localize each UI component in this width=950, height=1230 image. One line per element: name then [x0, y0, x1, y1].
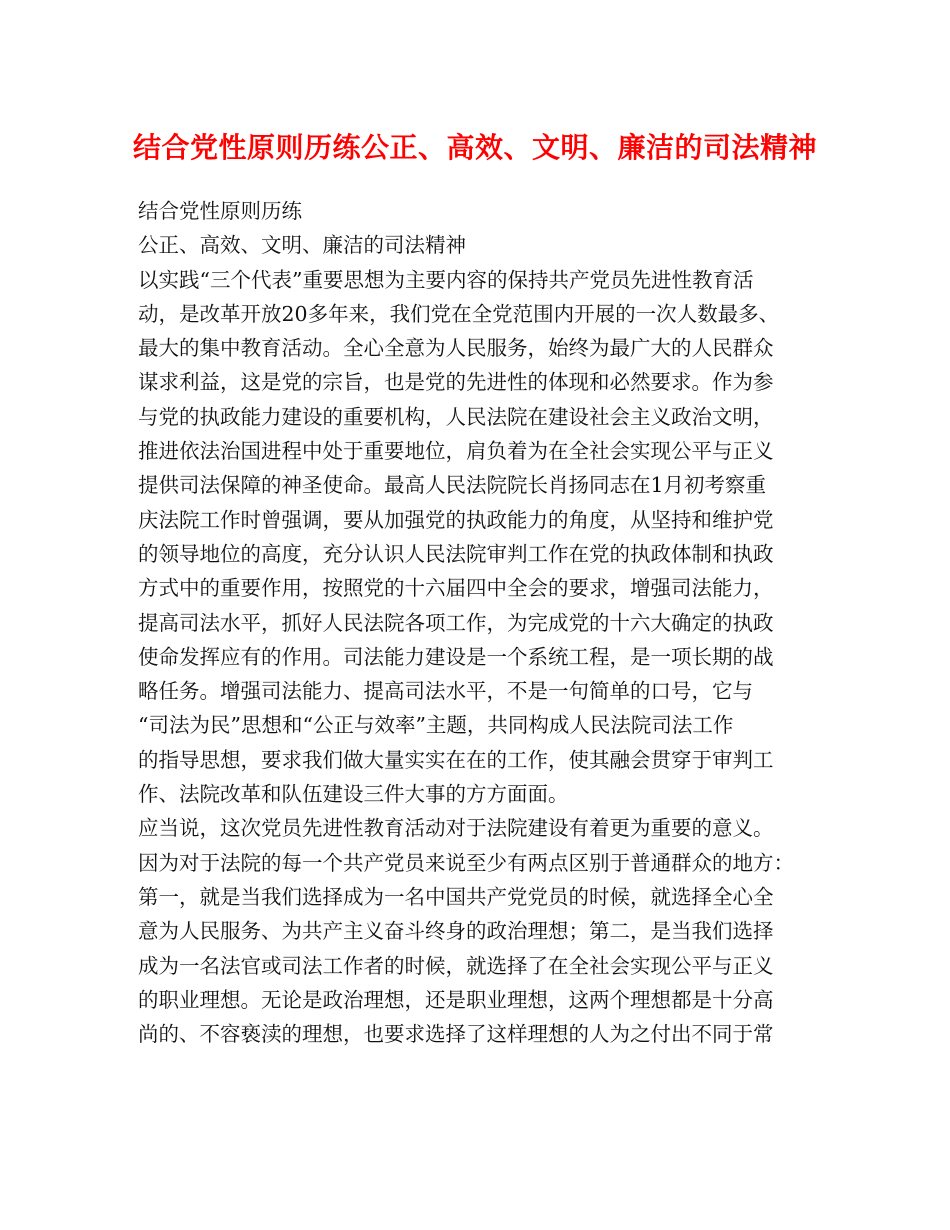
body-line: 的指导思想，要求我们做大量实实在在的工作，使其融会贯穿于审判工: [138, 747, 774, 772]
body-line: 动，是改革开放20多年来，我们党在全党范围内开展的一次人数最多、: [138, 301, 780, 326]
body-line: 略任务。增强司法能力、提高司法水平，不是一句简单的口号，它与: [138, 679, 753, 704]
body-line: 最大的集中教育活动。全心全意为人民服务，始终为最广大的人民群众: [138, 336, 774, 361]
body-line: 成为一名法官或司法工作者的时候，就选择了在全社会实现公平与正义: [138, 953, 774, 978]
body-line: “司法为民”思想和“公正与效率”主题，共同构成人民法院司法工作: [138, 713, 734, 738]
body-line: 的职业理想。无论是政治理想，还是职业理想，这两个理想都是十分高: [138, 987, 774, 1012]
body-line: 推进依法治国进程中处于重要地位，肩负着为在全社会实现公平与正义: [138, 439, 774, 464]
document-body: [138, 194, 828, 1051]
body-line: 与党的执政能力建设的重要机构，人民法院在建设社会主义政治文明，: [138, 404, 774, 429]
body-line: 作、法院改革和队伍建设三件大事的方方面面。: [138, 782, 569, 807]
body-line: 使命发挥应有的作用。司法能力建设是一个系统工程，是一项长期的战: [138, 644, 774, 669]
body-line: 因为对于法院的每一个共产党员来说至少有两点区别于普通群众的地方：: [138, 850, 794, 875]
body-line: 意为人民服务、为共产主义奋斗终身的政治理想；第二，是当我们选择: [138, 919, 774, 944]
body-line: 谋求利益，这是党的宗旨，也是党的先进性的体现和必然要求。作为参: [138, 370, 774, 395]
body-line: 尚的、不容亵渎的理想，也要求选择了这样理想的人为之付出不同于常: [138, 1022, 774, 1047]
body-line: 方式中的重要作用，按照党的十六届四中全会的要求，增强司法能力，: [138, 576, 774, 601]
body-line: 的领导地位的高度，充分认识人民法院审判工作在党的执政体制和执政: [138, 541, 774, 566]
body-line: 结合党性原则历练: [138, 199, 302, 223]
body-line: 公正、高效、文明、廉洁的司法精神: [138, 233, 466, 258]
body-line: 提供司法保障的神圣使命。最高人民法院院长肖扬同志在1月初考察重: [138, 473, 767, 498]
body-line: 应当说，这次党员先进性教育活动对于法院建设有着更为重要的意义。: [138, 816, 774, 841]
body-line: 庆法院工作时曾强调，要从加强党的执政能力的角度，从坚持和维护党: [138, 507, 774, 532]
body-line: 提高司法水平，抓好人民法院各项工作，为完成党的十六大确定的执政: [138, 610, 774, 635]
document-title: 结合党性原则历练公正、高效、文明、廉洁的司法精神: [132, 131, 817, 164]
body-line: 以实践“三个代表”重要思想为主要内容的保持共产党员先进性教育活: [138, 267, 754, 292]
body-line: 第一，就是当我们选择成为一名中国共产党党员的时候，就选择全心全: [138, 884, 774, 909]
